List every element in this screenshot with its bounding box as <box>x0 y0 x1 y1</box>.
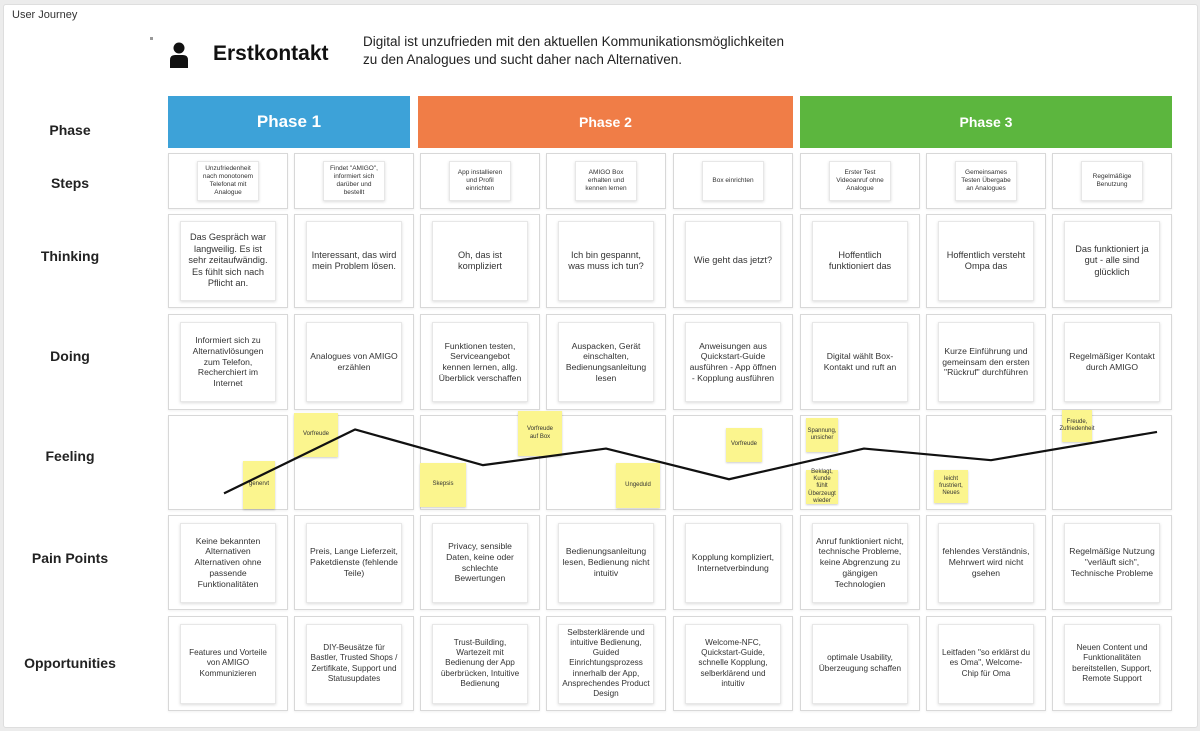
feeling-sticky-note[interactable]: Ungeduld <box>616 463 660 508</box>
steps-cell <box>1052 153 1172 209</box>
thinking-card[interactable]: Ich bin gespannt, was muss ich tun? <box>558 221 654 301</box>
opportunities-card[interactable]: Features und Vorteile von AMIGO Kommunizieren <box>180 624 276 704</box>
doing-cell <box>546 314 666 410</box>
feeling-sticky-note[interactable]: Beklagt, Kunde fühlt Überzeugt wieder <box>806 470 838 504</box>
doing-card[interactable]: Informiert sich zu Alternativlösungen zum Telefon, Recherchiert im Internet <box>180 322 276 402</box>
phase-3-label: Phase 3 <box>959 114 1013 130</box>
row-label-thinking: Thinking <box>40 248 100 264</box>
steps-card[interactable]: Regelmäßige Benutzung <box>1081 161 1143 201</box>
thinking-cell <box>420 214 540 308</box>
feeling-sticky-note[interactable]: Spannung, unsicher <box>806 418 838 452</box>
persona-description <box>363 33 784 69</box>
pain-points-card[interactable]: Kopplung kompliziert, Internetverbindung <box>685 523 781 603</box>
doing-cell <box>168 314 288 410</box>
row-label-phase: Phase <box>49 122 91 138</box>
steps-cell <box>294 153 414 209</box>
doing-cell <box>1052 314 1172 410</box>
phase-2-label: Phase 2 <box>579 114 632 130</box>
opportunities-cell <box>1052 616 1172 711</box>
steps-card[interactable]: Erster Test Videoanruf ohne Analogue <box>829 161 891 201</box>
thinking-card[interactable]: Das funktioniert ja gut - alle sind glücklich <box>1064 221 1160 301</box>
thinking-card[interactable]: Das Gespräch war langweilig. Es ist sehr zeitaufwändig. Es fühlt sich nach Pflicht an. <box>180 221 276 301</box>
feeling-sticky-note[interactable]: Vorfreude <box>294 413 338 457</box>
board-title: User Journey <box>12 9 78 21</box>
thinking-cell <box>294 214 414 308</box>
pain-points-cell <box>673 515 793 610</box>
opportunities-cell <box>168 616 288 711</box>
opportunities-cell <box>673 616 793 711</box>
feeling-sticky-note[interactable]: leicht frustriert, Neues <box>934 470 968 503</box>
opportunities-cell <box>546 616 666 711</box>
thinking-card[interactable]: Hoffentlich versteht Ompa das <box>938 221 1034 301</box>
phase-1-banner <box>168 96 410 148</box>
pain-points-card[interactable]: Bedienungsanleitung lesen, Bedienung nicht intuitiv <box>558 523 654 603</box>
doing-card[interactable]: Analogues von AMIGO erzählen <box>306 322 402 402</box>
pain-points-card[interactable]: Keine bekannten Alternativen Alternativen ohne passende Funktionalitäten <box>180 523 276 603</box>
thinking-card[interactable]: Wie geht das jetzt? <box>685 221 781 301</box>
thinking-cell <box>546 214 666 308</box>
pain-points-cell <box>926 515 1046 610</box>
doing-card[interactable]: Anweisungen aus Quickstart-Guide ausführen - App öffnen - Kopplung ausführen <box>685 322 781 402</box>
doing-cell <box>294 314 414 410</box>
steps-card[interactable]: Gemeinsames Testen Übergabe an Analogues <box>955 161 1017 201</box>
marker-dot <box>150 37 153 40</box>
phase-2-banner <box>418 96 793 148</box>
pain-points-card[interactable]: Regelmäßige Nutzung "verläuft sich", Technische Probleme <box>1064 523 1160 603</box>
opportunities-card[interactable]: optimale Usability, Überzeugung schaffen <box>812 624 908 704</box>
steps-cell <box>800 153 920 209</box>
pain-points-card[interactable]: Privacy, sensible Daten, keine oder schlechte Bewertungen <box>432 523 528 603</box>
pain-points-cell <box>546 515 666 610</box>
steps-card[interactable]: Box einrichten <box>702 161 764 201</box>
feeling-sticky-note[interactable]: Freude, Zufriedenheit <box>1062 410 1092 442</box>
row-label-feeling: Feeling <box>45 448 95 464</box>
thinking-cell <box>673 214 793 308</box>
opportunities-card[interactable]: Trust-Building, Wartezeit mit Bedienung der App überbrücken, Intuitive Bedienung <box>432 624 528 704</box>
pain-points-card[interactable]: Anruf funktioniert nicht, technische Probleme, keine Abgrenzung zu gängigen Technologien <box>812 523 908 603</box>
doing-cell <box>926 314 1046 410</box>
pain-points-cell <box>294 515 414 610</box>
steps-cell <box>420 153 540 209</box>
persona-description-line-2: zu den Analogues und sucht daher nach Alternativen. <box>363 52 682 67</box>
doing-cell <box>420 314 540 410</box>
opportunities-cell <box>420 616 540 711</box>
pain-points-cell <box>420 515 540 610</box>
feeling-sticky-note[interactable]: genervt <box>243 461 275 509</box>
pain-points-card[interactable]: Preis, Lange Lieferzeit, Paketdienste (fehlende Teile) <box>306 523 402 603</box>
row-label-pain-points: Pain Points <box>31 550 109 566</box>
pain-points-card[interactable]: fehlendes Verständnis, Mehrwert wird nicht gsehen <box>938 523 1034 603</box>
thinking-card[interactable]: Hoffentlich funktioniert das <box>812 221 908 301</box>
doing-card[interactable]: Funktionen testen, Serviceangebot kennen lernen, allg. Überblick verschaffen <box>432 322 528 402</box>
steps-cell <box>546 153 666 209</box>
row-label-opportunities: Opportunities <box>24 655 116 671</box>
steps-card[interactable]: AMIGO Box erhalten und kennen lernen <box>575 161 637 201</box>
doing-cell <box>673 314 793 410</box>
thinking-cell <box>1052 214 1172 308</box>
feeling-sticky-note[interactable]: Skepsis <box>420 463 466 507</box>
steps-cell <box>168 153 288 209</box>
steps-card[interactable]: App installieren und Profil einrichten <box>449 161 511 201</box>
pain-points-cell <box>1052 515 1172 610</box>
feeling-sticky-note[interactable]: Vorfreude auf Box <box>518 411 562 456</box>
feeling-sticky-note[interactable]: Vorfreude <box>726 428 762 462</box>
steps-card[interactable]: Unzufriedenheit nach monotonem Telefonat mit Analogue <box>197 161 259 201</box>
steps-cell <box>926 153 1046 209</box>
opportunities-card[interactable]: DIY-Beusätze für Bastler, Trusted Shops / Zertifikate, Support und Statusupdates <box>306 624 402 704</box>
row-label-steps: Steps <box>50 175 90 191</box>
doing-card[interactable]: Regelmäßiger Kontakt durch AMIGO <box>1064 322 1160 402</box>
thinking-card[interactable]: Interessant, das wird mein Problem lösen. <box>306 221 402 301</box>
pain-points-cell <box>168 515 288 610</box>
doing-cell <box>800 314 920 410</box>
opportunities-card[interactable]: Neuen Content und Funktionalitäten bereitstellen, Support, Remote Support <box>1064 624 1160 704</box>
doing-card[interactable]: Digital wählt Box-Kontakt und ruft an <box>812 322 908 402</box>
opportunities-card[interactable]: Selbsterklärende und intuitive Bedienung, Guided Einrichtungsprozess innerhalb der App, Ansprechendes Product Design <box>558 624 654 704</box>
thinking-card[interactable]: Oh, das ist kompliziert <box>432 221 528 301</box>
row-label-doing: Doing <box>50 348 90 364</box>
steps-card[interactable]: Findet "AMIGO", informiert sich darüber und bestellt <box>323 161 385 201</box>
persona-title: Erstkontakt <box>213 42 329 65</box>
pain-points-cell <box>800 515 920 610</box>
doing-card[interactable]: Auspacken, Gerät einschalten, Bedienungsanleitung lesen <box>558 322 654 402</box>
opportunities-cell <box>800 616 920 711</box>
phase-1-label: Phase 1 <box>256 112 322 131</box>
thinking-cell <box>168 214 288 308</box>
steps-cell <box>673 153 793 209</box>
opportunities-card[interactable]: Leitfaden "so erklärst du es Oma", Welcome-Chip für Oma <box>938 624 1034 704</box>
opportunities-cell <box>926 616 1046 711</box>
doing-card[interactable]: Kurze Einführung und gemeinsam den ersten "Rückruf" durchführen <box>938 322 1034 402</box>
persona-description-line-1: Digital ist unzufrieden mit den aktuellen Kommunikationsmöglichkeiten <box>363 34 784 49</box>
opportunities-cell <box>294 616 414 711</box>
thinking-cell <box>800 214 920 308</box>
opportunities-card[interactable]: Welcome-NFC, Quickstart-Guide, schnelle Kopplung, selberklärend und intuitiv <box>685 624 781 704</box>
person-icon <box>169 41 189 69</box>
phase-3-banner <box>800 96 1172 148</box>
thinking-cell <box>926 214 1046 308</box>
